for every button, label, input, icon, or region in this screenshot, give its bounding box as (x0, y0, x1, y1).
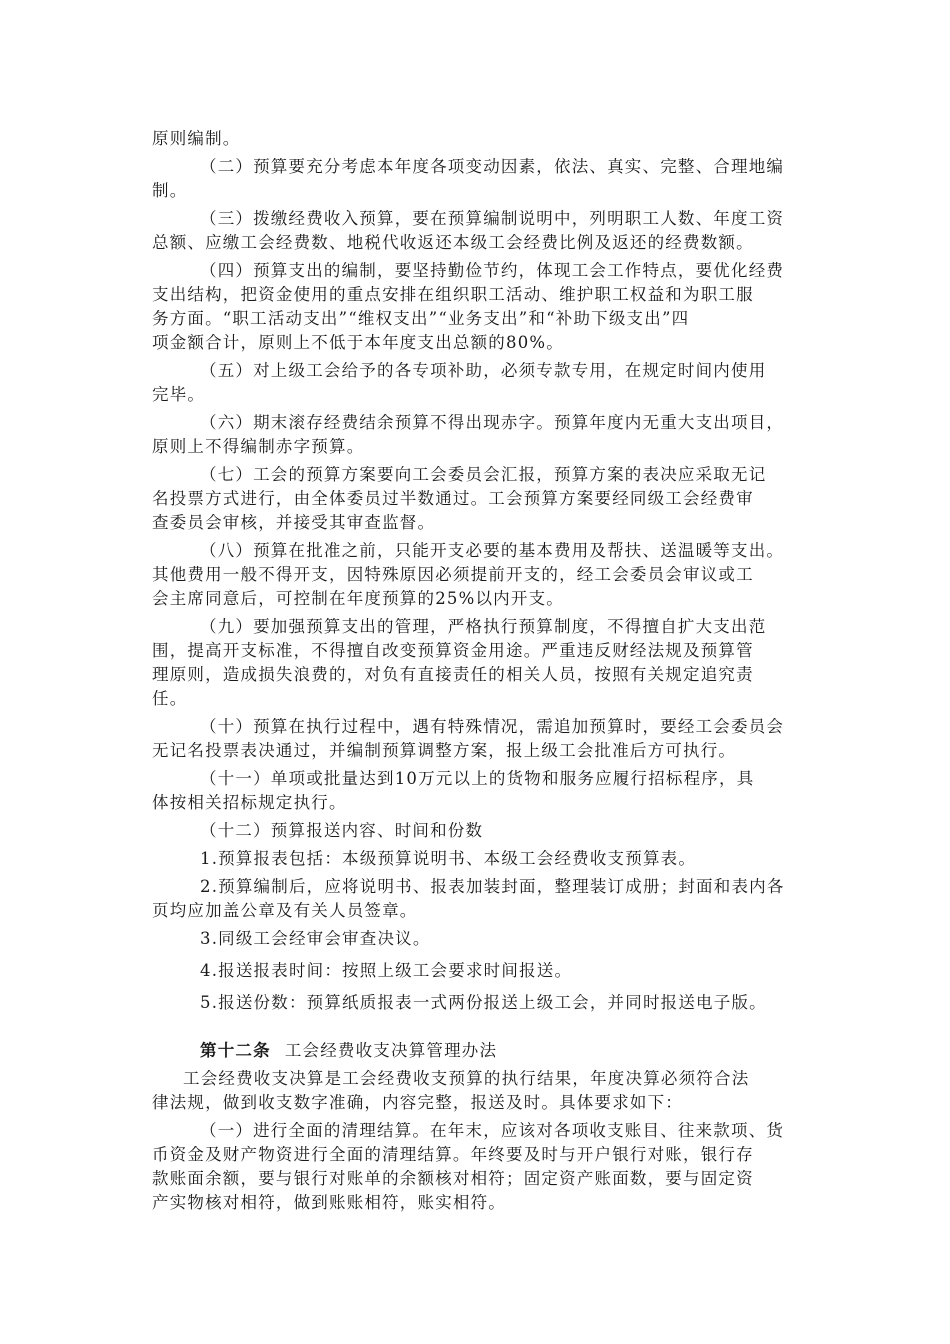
paragraph-line: 律法规，做到收支数字准确，内容完整，报送及时。具体要求如下： (152, 1093, 683, 1112)
paragraph-line: （一）进行全面的清理结算。在年末，应该对各项收支账目、往来款项、货 (200, 1121, 785, 1140)
article-heading (200, 1041, 497, 1061)
paragraph-line: 页均应加盖公章及有关人员签章。 (152, 901, 418, 920)
paragraph-line: 理原则，造成损失浪费的，对负有直接责任的相关人员，按照有关规定追究责 (152, 665, 754, 684)
paragraph-line: 完毕。 (152, 385, 206, 404)
paragraph-line: 2.预算编制后，应将说明书、报表加装封面，整理装订成册；封面和表内各 (200, 877, 785, 896)
paragraph-line: 制。 (152, 181, 188, 200)
paragraph-line: 项金额合计，原则上不低于本年度支出总额的80%。 (152, 333, 564, 352)
paragraph-line: 名投票方式进行，由全体委员过半数通过。工会预算方案要经同级工会经费审 (152, 489, 754, 508)
paragraph-line: （八）预算在批准之前，只能开支必要的基本费用及帮扶、送温暖等支出。 (200, 541, 785, 560)
paragraph-line: 其他费用一般不得开支，因特殊原因必须提前开支的，经工会委员会审议或工 (152, 565, 754, 584)
paragraph-line: （七）工会的预算方案要向工会委员会汇报，预算方案的表决应采取无记 (200, 465, 767, 484)
paragraph-line: 会主席同意后，可控制在年度预算的25%以内开支。 (152, 589, 564, 608)
paragraph-line: （二）预算要充分考虑本年度各项变动因素，依法、真实、完整、合理地编 (200, 157, 785, 176)
paragraph-line: （六）期末滚存经费结余预算不得出现赤字。预算年度内无重大支出项目， (200, 413, 785, 432)
paragraph-line: 币资金及财产物资进行全面的清理结算。年终要及时与开户银行对账，银行存 (152, 1145, 754, 1164)
paragraph-line: 1.预算报表包括：本级预算说明书、本级工会经费收支预算表。 (200, 849, 697, 868)
paragraph-line: 3.同级工会经审会审查决议。 (200, 929, 431, 948)
paragraph-line: 原则上不得编制赤字预算。 (152, 437, 365, 456)
paragraph-line: 支出结构，把资金使用的重点安排在组织职工活动、维护职工权益和为职工服 (152, 285, 754, 304)
paragraph-line: 产实物核对相符，做到账账相符，账实相符。 (152, 1193, 506, 1212)
paragraph-line: （十二）预算报送内容、时间和份数 (200, 821, 484, 840)
paragraph-line: 无记名投票表决通过，并编制预算调整方案，报上级工会批准后方可执行。 (152, 741, 737, 760)
paragraph-line: 款账面余额，要与银行对账单的余额核对相符；固定资产账面数，要与固定资 (152, 1169, 754, 1188)
paragraph-line: （四）预算支出的编制，要坚持勤俭节约，体现工会工作特点，要优化经费 (200, 261, 785, 280)
paragraph-line: （九）要加强预算支出的管理，严格执行预算制度，不得擅自扩大支出范 (200, 617, 767, 636)
paragraph-line: （三）拨缴经费收入预算，要在预算编制说明中，列明职工人数、年度工资 (200, 209, 785, 228)
article-number: 第十二条 (200, 1041, 271, 1060)
paragraph-line: （五）对上级工会给予的各专项补助，必须专款专用，在规定时间内使用 (200, 361, 767, 380)
paragraph-line: （十一）单项或批量达到10万元以上的货物和服务应履行招标程序，具 (200, 769, 755, 788)
paragraph-line: 任。 (152, 689, 188, 708)
paragraph-line: 5.报送份数：预算纸质报表一式两份报送上级工会，并同时报送电子版。 (200, 993, 767, 1012)
paragraph-line: 围，提高开支标准，不得擅自改变预算资金用途。严重违反财经法规及预算管 (152, 641, 754, 660)
paragraph-line: 查委员会审核，并接受其审查监督。 (152, 513, 436, 532)
paragraph-line: 4.报送报表时间：按照上级工会要求时间报送。 (200, 961, 573, 980)
paragraph-line: （十）预算在执行过程中，遇有特殊情况，需追加预算时，要经工会委员会 (200, 717, 785, 736)
paragraph-line: 体按相关招标规定执行。 (152, 793, 347, 812)
article-title: 工会经费收支决算管理办法 (284, 1041, 498, 1060)
paragraph-line: 务方面。“职工活动支出”“维权支出”“业务支出”和“补助下级支出”四 (152, 309, 690, 328)
paragraph-line: 原则编制。 (152, 129, 241, 148)
paragraph-line: 工会经费收支决算是工会经费收支预算的执行结果，年度决算必须符合法 (183, 1069, 750, 1088)
paragraph-line: 总额、应缴工会经费数、地税代收返还本级工会经费比例及返还的经费数额。 (152, 233, 754, 252)
